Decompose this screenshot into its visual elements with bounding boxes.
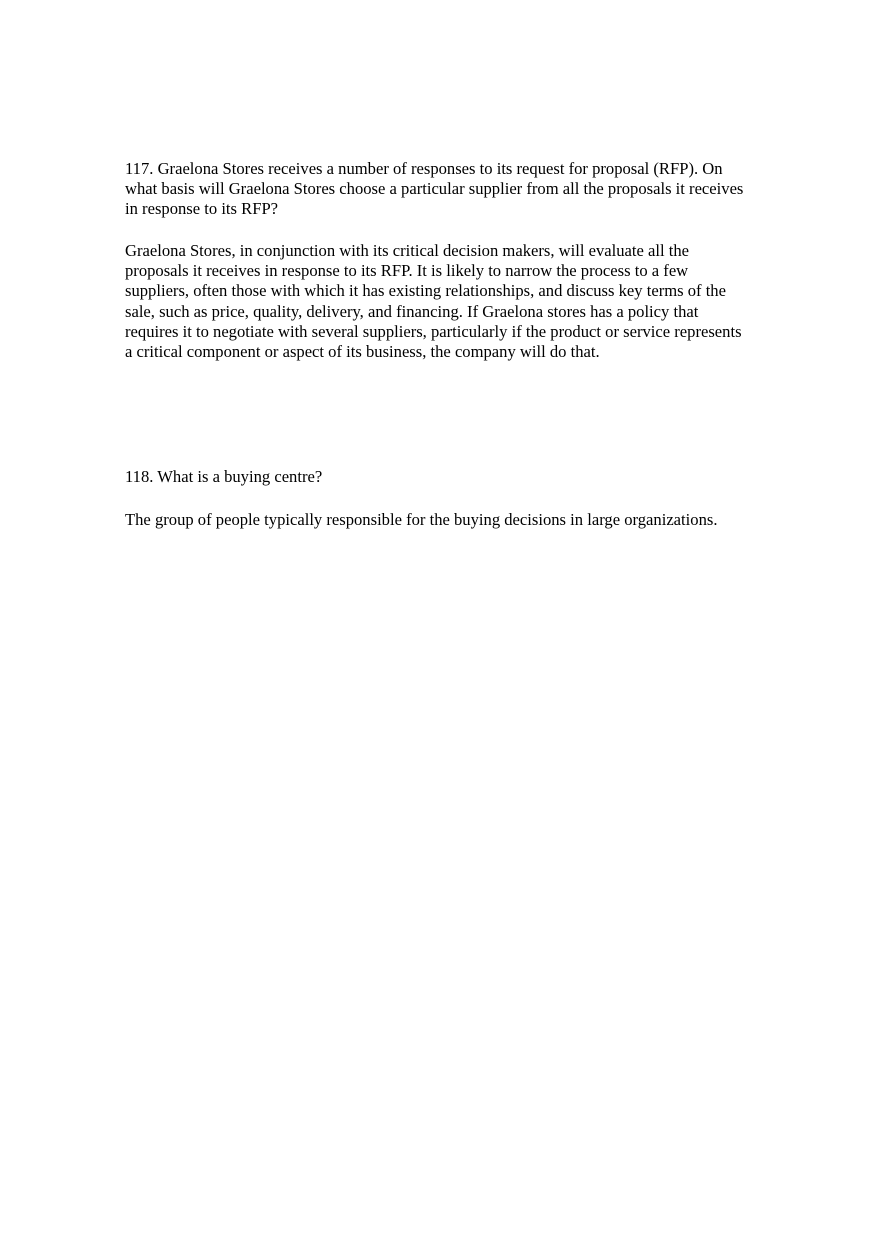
answer-line: requires it to negotiate with several suppliers, particularly if the product or service represents — [125, 321, 742, 341]
question-line: in response to its RFP? — [125, 199, 279, 219]
answer-line: The group of people typically responsible for the buying decisions in large organizations. — [125, 510, 718, 529]
answer-line: a critical component or aspect of its business, the company will do that. — [125, 342, 600, 362]
question-line: 117. Graelona Stores receives a number of responses to its request for proposal (RFP). On — [125, 159, 723, 178]
question-118 — [125, 467, 775, 487]
question-line: what basis will Graelona Stores choose a particular supplier from all the proposals it receives — [125, 179, 744, 199]
answer-line: proposals it receives in response to its RFP. It is likely to narrow the process to a few — [125, 261, 689, 281]
answer-118 — [125, 510, 775, 530]
question-line: 118. What is a buying centre? — [125, 467, 323, 486]
answer-line: Graelona Stores, in conjunction with its critical decision makers, will evaluate all the — [125, 241, 690, 260]
answer-line: sale, such as price, quality, delivery, and financing. If Graelona stores has a policy that — [125, 301, 699, 321]
answer-line: suppliers, often those with which it has existing relationships, and discuss key terms of the — [125, 281, 726, 301]
question-117 — [125, 159, 775, 220]
answer-117 — [125, 241, 775, 362]
